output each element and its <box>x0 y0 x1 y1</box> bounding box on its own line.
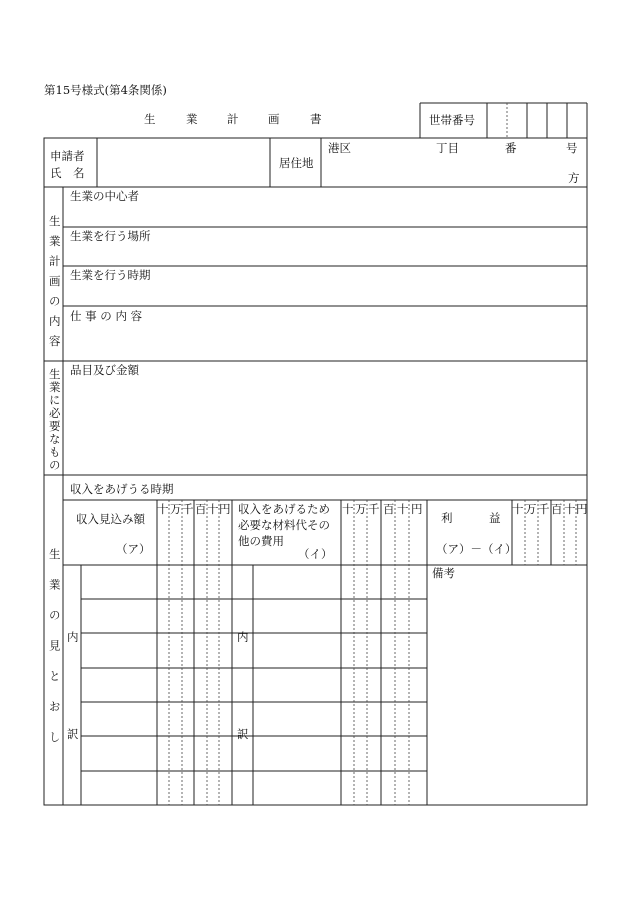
digit-label: 千 <box>538 502 550 516</box>
applicant-name-field[interactable] <box>98 139 269 186</box>
digit-label: 千 <box>182 502 194 516</box>
title-char: 業 <box>186 112 198 126</box>
applicant-label: 申請者 <box>50 149 85 163</box>
plan-row-time: 生業を行う時期 <box>70 268 151 282</box>
cost-breakdown-label: 訳 <box>237 727 249 741</box>
cost-label-line1: 収入をあげるため <box>238 502 330 516</box>
digit-label: 百 <box>383 502 395 516</box>
digit-label: 十 <box>397 502 409 516</box>
household-number-label: 世帯番号 <box>429 113 475 127</box>
digit-label: 十 <box>564 502 576 516</box>
cost-label-line2: 必要な材料代その <box>238 518 330 532</box>
digit-label: 千 <box>368 502 380 516</box>
kata-label: 方 <box>568 171 580 185</box>
digit-label: 十 <box>512 502 524 516</box>
plan-row-core-person: 生業の中心者 <box>70 189 139 203</box>
earning-time-label: 収入をあげうる時期 <box>70 482 174 496</box>
plan-side-label: 生業計画の内容 <box>47 215 62 355</box>
income-breakdown-label: 内 <box>67 630 79 644</box>
outlook-side-label: 生業の見とおし <box>47 548 62 762</box>
profit-label-char2: 益 <box>489 511 501 525</box>
form-number: 第15号様式(第4条関係) <box>44 83 167 97</box>
ward-label: 港区 <box>328 141 351 155</box>
cost-label-line3: 他の費用 <box>238 534 284 548</box>
cost-mark: （イ） <box>298 547 333 561</box>
digit-label: 百 <box>195 502 207 516</box>
profit-label-char1: 利 <box>441 511 453 525</box>
plan-row-work: 仕 事 の 内 容 <box>70 309 143 323</box>
income-label: 収入見込み額 <box>76 512 145 526</box>
digit-label: 十 <box>157 502 169 516</box>
digit-label: 円 <box>219 502 231 516</box>
digit-label: 十 <box>207 502 219 516</box>
cost-breakdown-label: 内 <box>237 630 249 644</box>
profit-formula: （ア）－（イ） <box>436 542 517 556</box>
income-breakdown-label: 訳 <box>67 727 79 741</box>
title-char: 生 <box>144 112 156 126</box>
digit-label: 円 <box>576 502 588 516</box>
digit-label: 十 <box>342 502 354 516</box>
residence-label: 居住地 <box>279 156 314 170</box>
title-char: 計 <box>227 112 239 126</box>
title-char: 画 <box>268 112 280 126</box>
household-number-field[interactable] <box>488 104 586 137</box>
remarks-label: 備考 <box>432 566 455 580</box>
applicant-name-label: 氏 名 <box>50 166 85 180</box>
digit-label: 万 <box>525 502 537 516</box>
digit-label: 百 <box>551 502 563 516</box>
digit-label: 円 <box>411 502 423 516</box>
residence-field[interactable] <box>322 156 562 186</box>
income-mark: （ア） <box>116 542 151 556</box>
chome-label: 丁目 <box>436 141 459 155</box>
needs-side-label: 生業に必要なもの <box>47 368 62 472</box>
plan-row-place: 生業を行う場所 <box>70 229 151 243</box>
digit-label: 万 <box>355 502 367 516</box>
digit-label: 万 <box>170 502 182 516</box>
ban-label: 番 <box>505 141 517 155</box>
go-label: 号 <box>566 141 578 155</box>
title-char: 書 <box>310 112 322 126</box>
needs-title: 品目及び金額 <box>70 363 139 377</box>
